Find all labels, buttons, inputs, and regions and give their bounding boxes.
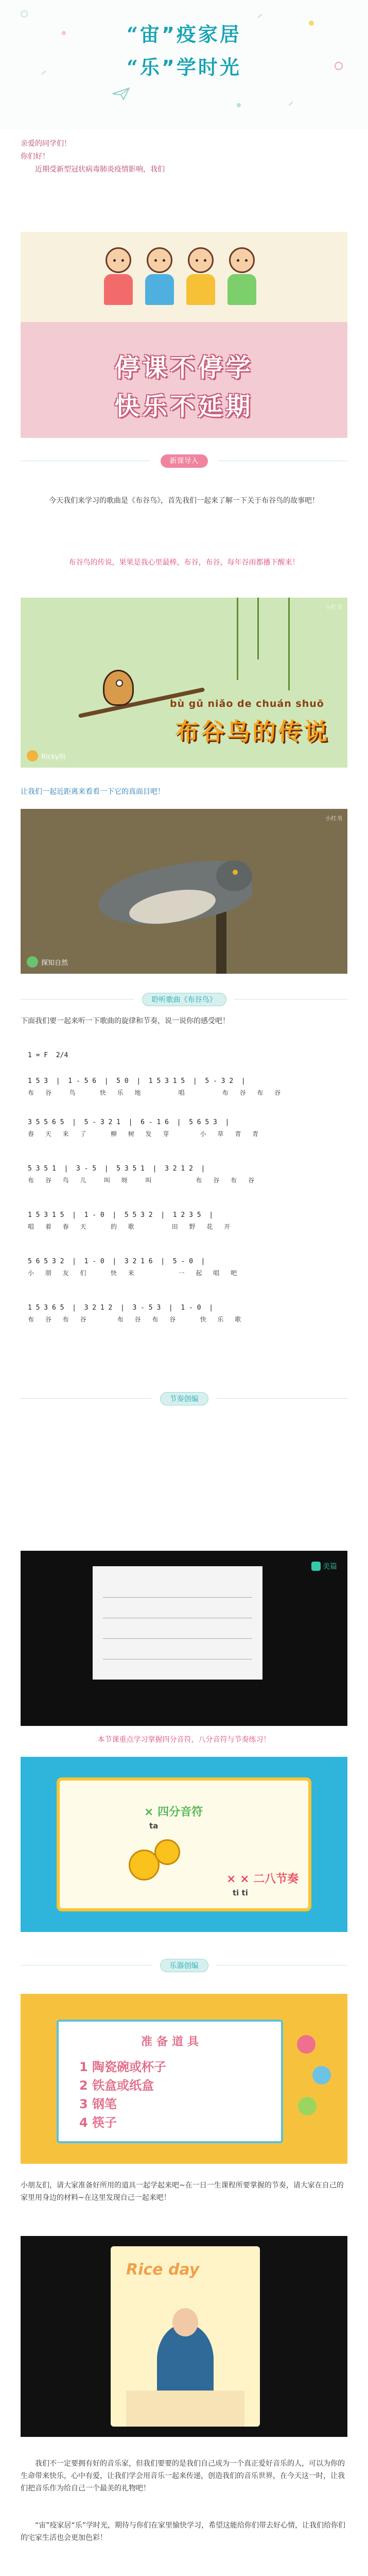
tool-item: 4 筷子 bbox=[79, 2115, 117, 2130]
quote-open: “ bbox=[127, 56, 140, 79]
table bbox=[126, 2391, 244, 2427]
title-rest: ”疫家居 bbox=[161, 23, 241, 46]
cuckoo-eye bbox=[233, 870, 238, 875]
sheet-row: 5 3 5 1 | 3 - 5 | 5 3 5 1 | 3 2 1 2 | bbox=[28, 1165, 205, 1173]
hello: 你们好！ bbox=[21, 152, 49, 161]
board-panel bbox=[57, 2020, 283, 2143]
sheet-music bbox=[21, 1046, 347, 1373]
sheet-lyric: 春 天 来 了 柳 树 发 芽 小 草 青 青 bbox=[28, 1130, 264, 1138]
kid-body bbox=[227, 274, 256, 305]
kid-figure bbox=[98, 247, 139, 314]
sheet-lyric: 布 谷 布 谷 布 谷 布 谷 快 乐 歌 bbox=[28, 1316, 246, 1323]
banner-slogan-1: 停课不停学 bbox=[114, 353, 254, 382]
kid-body bbox=[186, 274, 215, 305]
section-heading bbox=[0, 1391, 368, 1406]
app-icon bbox=[311, 1562, 321, 1571]
video-badge: 小红书 bbox=[325, 815, 342, 822]
video-word: Rice day bbox=[126, 2261, 200, 2279]
tools-board-image bbox=[21, 1994, 347, 2164]
video-cuckoo-story[interactable] bbox=[21, 598, 347, 768]
story-caption: 布谷鸟的传说，果果是我心里最棒，布谷，布谷，每年谷雨都播下醒来！ bbox=[68, 558, 300, 567]
video-cuckoo-photo[interactable] bbox=[21, 809, 347, 974]
kid-figure bbox=[221, 247, 262, 314]
sheet-lyric: 布 谷 鸟 儿 叫 呀 叫 布 谷 布 谷 bbox=[28, 1177, 259, 1184]
kid-head bbox=[147, 247, 172, 273]
video-channel bbox=[27, 750, 66, 761]
quote-open: “ bbox=[127, 23, 140, 46]
closing-message: “宙”疫家居“乐”学时光，期待与你们在家里愉快学习，希望这能给你们带去好心情，让我们给你们的宅家生活也会更加色彩！ bbox=[21, 2521, 346, 2542]
page-title-line-2 bbox=[0, 52, 368, 80]
banner-slogan-2: 快乐不延期 bbox=[114, 392, 254, 421]
page-title-line-1 bbox=[0, 19, 368, 47]
sheet-lyric: 唱 着 春 天 的 歌 田 野 花 开 bbox=[28, 1223, 235, 1230]
section-pill: 节奏创编 bbox=[160, 1392, 208, 1405]
section-text: 今天我们来学习的歌曲是《布谷鸟》，首先我们一起来了解一下关于布谷鸟的故事吧！ bbox=[49, 497, 319, 505]
title-char: 乐 bbox=[139, 56, 162, 79]
channel-name: 探知自然 bbox=[41, 959, 68, 967]
video-rice-day[interactable] bbox=[21, 2236, 347, 2437]
sheet-row: 1 5 3 1 5 | 1 - 0 | 5 5 3 2 | 1 2 3 5 | bbox=[28, 1211, 214, 1219]
decor-slash bbox=[258, 14, 262, 18]
video-frame bbox=[111, 2246, 260, 2427]
section-pill: 聆听歌曲《布谷鸟》 bbox=[142, 993, 226, 1006]
paper-plane-icon bbox=[112, 88, 130, 100]
sheet-row: 5 6 5 3 2 | 1 - 0 | 3 2 1 6 | 5 - 0 | bbox=[28, 1258, 205, 1265]
titi-label: ti ti bbox=[233, 1888, 248, 1897]
video-badge: 小红书 bbox=[325, 604, 342, 611]
eighth-note-label: × × 二八节奏 bbox=[226, 1873, 299, 1886]
beat-board-image bbox=[21, 1757, 347, 1932]
sheet-row: 1 = F 2/4 bbox=[28, 1052, 68, 1059]
video-pinyin: bù gǔ niǎo de chuán shuō bbox=[170, 698, 324, 709]
title-rest: ”学时光 bbox=[161, 56, 241, 79]
video-channel bbox=[27, 956, 68, 968]
willow-strand bbox=[237, 598, 238, 680]
section-pill: 新课导入 bbox=[161, 454, 208, 468]
sheet-lyric: 小 朋 友 们 快 来 一 起 唱 吧 bbox=[28, 1269, 242, 1277]
tool-item: 1 陶瓷碗或杯子 bbox=[79, 2060, 167, 2074]
video-title: 布谷鸟的传说 bbox=[175, 718, 329, 745]
lesson-screen bbox=[93, 1566, 262, 1680]
section-text: 本节课重点学习掌握四分音符，八分音符与节奏练习！ bbox=[97, 1736, 271, 1744]
sheet-row: 1 5 3 6 5 | 3 2 1 2 | 3 - 5 3 | 1 - 0 | bbox=[28, 1304, 214, 1312]
tools-title: 准备道具 bbox=[141, 2036, 203, 2048]
kid-head bbox=[188, 247, 214, 273]
tool-item: 3 钢笔 bbox=[79, 2097, 117, 2111]
sheet-lyric: 布 谷 鸟 快 乐 地 唱 布 谷 布 谷 bbox=[28, 1089, 286, 1096]
willow-strand bbox=[257, 598, 259, 659]
willow-strand bbox=[288, 598, 290, 690]
section-heading bbox=[0, 1958, 368, 1973]
video-rhythm-lesson[interactable] bbox=[21, 1551, 347, 1726]
tool-item: 2 铁盒或纸盒 bbox=[79, 2078, 154, 2093]
kid-body bbox=[104, 274, 133, 305]
decor-circle bbox=[21, 10, 28, 18]
greeting: 亲爱的同学们！ bbox=[21, 140, 71, 148]
closing-paragraph: 我们不一定要拥有好的音乐家，但我们要要的是我们自己成为一个真正爱好音乐的人，可以为你的生命带来快乐，心中有爱，让我们学会用音乐一起来传递，创造我们的音乐世界，在今天这一时，让我们把音乐作为给自己一个最美的礼物吧！ bbox=[21, 2460, 345, 2493]
ducks-illustration bbox=[129, 1839, 185, 1886]
section-text: 小朋友们，请大家准备好所用的道具一起学起来吧~在一日一生课程所要掌握的节奏，请大家在自己的家里用身边的材料~在这里发现自己一起来吧！ bbox=[21, 2181, 344, 2202]
banner-image bbox=[21, 232, 347, 438]
cuckoo-cartoon bbox=[103, 670, 134, 706]
section-heading bbox=[0, 453, 368, 469]
header bbox=[0, 0, 368, 129]
section-pill: 乐器创编 bbox=[160, 1959, 208, 1972]
channel-name: Ricky妈 bbox=[41, 753, 66, 761]
app-badge bbox=[311, 1561, 337, 1571]
kid-figure bbox=[139, 247, 180, 314]
tools-list bbox=[79, 2058, 166, 2132]
intro-body: 近期受新型冠状病毒肺炎疫情影响，我们 bbox=[35, 165, 165, 174]
ta-label: ta bbox=[149, 1821, 159, 1831]
section-question: 让我们一起近距离来看看一下它的真面目吧！ bbox=[21, 788, 165, 796]
title-char: 宙 bbox=[139, 23, 162, 46]
decor-circle bbox=[237, 103, 241, 107]
section-heading bbox=[0, 992, 368, 1007]
section-text: 下面我们要一起来听一下歌曲的旋律和节奏，说一说你的感受吧！ bbox=[21, 1017, 230, 1025]
decor-slash bbox=[289, 101, 293, 106]
kid-body bbox=[145, 274, 174, 305]
intro-text bbox=[21, 138, 347, 177]
sheet-row: 3 5 5 6 5 | 5 - 3 2 1 | 6 - 1 6 | 5 6 5 3 | bbox=[28, 1118, 230, 1126]
flowers-decor bbox=[292, 2025, 338, 2138]
quarter-note-label: × 四分音符 bbox=[144, 1806, 203, 1819]
girl-face bbox=[172, 2308, 198, 2336]
cuckoo-head bbox=[216, 860, 252, 891]
avatar bbox=[27, 956, 38, 968]
app-name: 美篇 bbox=[323, 1563, 337, 1571]
kid-head bbox=[106, 247, 131, 273]
sheet-row: 1 5 3 | 1 - 5 6 | 5 0 | 1 5 3 1 5 | 5 - 3 2 | bbox=[28, 1077, 246, 1085]
kid-head bbox=[229, 247, 255, 273]
kid-figure bbox=[180, 247, 221, 314]
avatar bbox=[27, 750, 38, 761]
